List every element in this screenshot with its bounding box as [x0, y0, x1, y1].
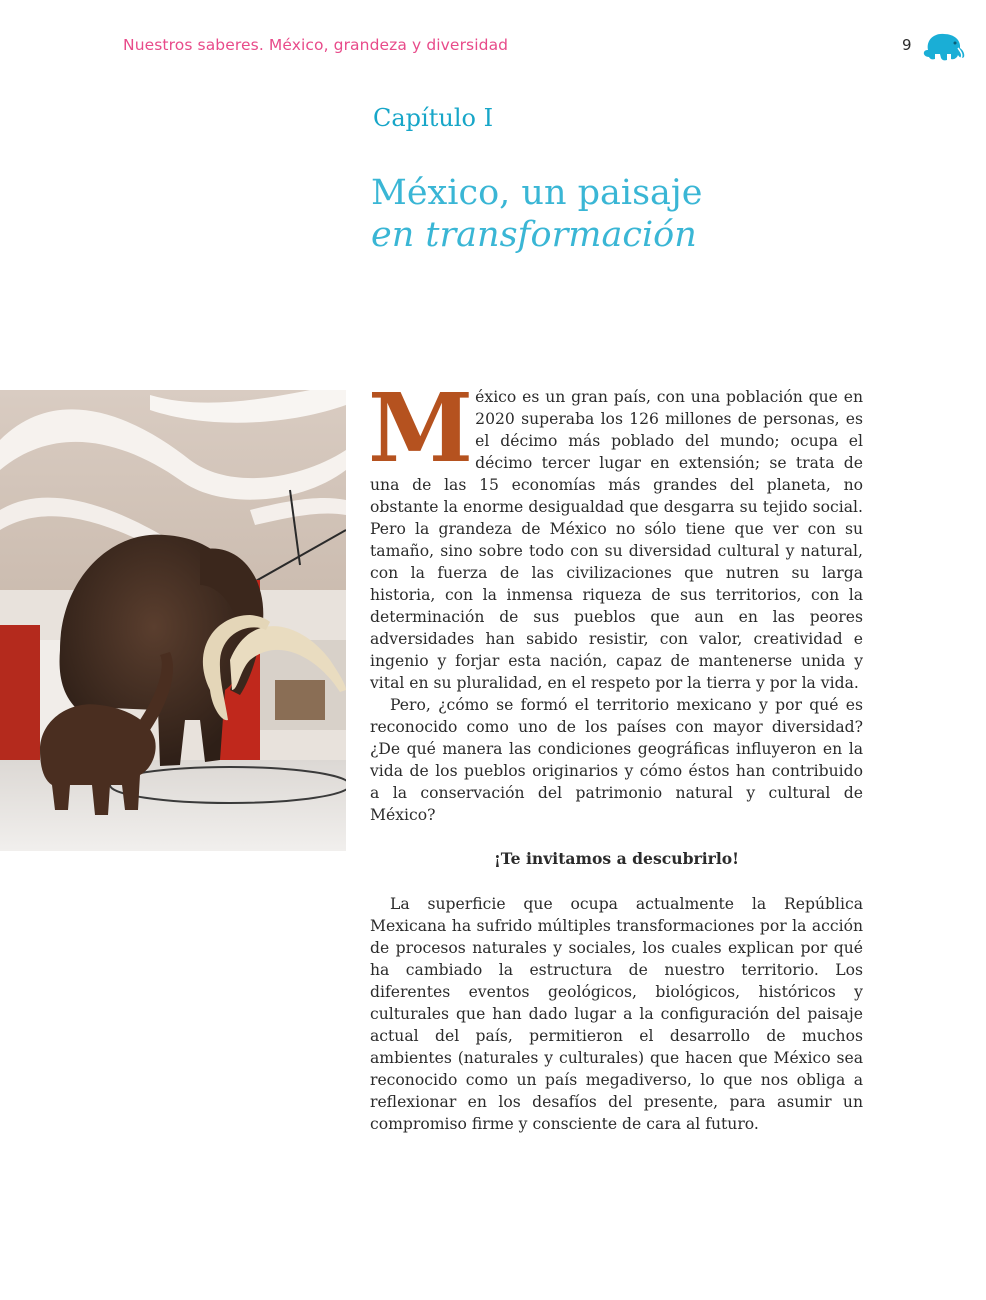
running-head: Nuestros saberes. México, grandeza y diversidad	[123, 36, 509, 54]
chapter-label: Capítulo I	[373, 104, 494, 132]
page-number: 9	[902, 36, 912, 54]
chapter-title-line2: en transformación	[371, 215, 697, 255]
paragraph-2: Pero, ¿cómo se formó el territorio mexicano y por qué es reconocido como uno de los países con mayor diversidad? ¿De qué manera las condiciones geográficas influyeron en la vida de los pueblos originarios y cómo éstos han contribuido a la conservación del patrimonio natural y cultural de México?	[370, 696, 863, 824]
body-text	[368, 373, 863, 1135]
callout-text: ¡Te invitamos a descubrirlo!	[493, 849, 740, 868]
drop-cap: M	[368, 373, 468, 484]
paragraph-1-text: éxico es un gran país, con una población que en 2020 superaba los 126 millones de personas, es el décimo más poblado del mundo; ocupa el décimo tercer lugar en extensión; se trata de una de las 15 economías más grandes del planeta, no obstante la enorme desigualdad que desgarra su tejido social. Pero la grandeza de México no sólo tiene que ver con su tamaño, sino sobre todo con su diversidad cultural y natural, con la fuerza de las civilizaciones que nutren su larga historia, con la inmensa riqueza de sus territorios, con la determinación de sus pueblos que aun en las peores adversidades han sabido resistir, con valor, creatividad e ingenio y forjar esta nación, capaz de mantenerse unida y vital en su pluralidad, en el respeto por la tierra y por la vida.	[370, 388, 863, 692]
paragraph-1	[368, 373, 863, 694]
mammoth-exhibit-photo	[0, 390, 346, 851]
paragraph-3: La superficie que ocupa actualmente la República Mexicana ha sufrido múltiples transformaciones por la acción de procesos naturales y sociales, los cuales explican por qué ha cambiado la estructura de nuestro territorio. Los diferentes eventos geológicos, biológicos, históricos y culturales que han dado lugar a la configuración del paisaje actual del país, permitieron el desarrollo de muchos ambientes (naturales y culturales) que hacen que México sea reconocido como un país megadiverso, lo que nos obliga a reflexionar en los desafíos del presente, para asumir un compromiso firme y consciente de cara al futuro.	[370, 895, 863, 1133]
chapter-title	[371, 172, 702, 256]
chapter-title-line1: México, un paisaje	[371, 173, 703, 213]
blue-mammoth-icon	[920, 30, 966, 64]
